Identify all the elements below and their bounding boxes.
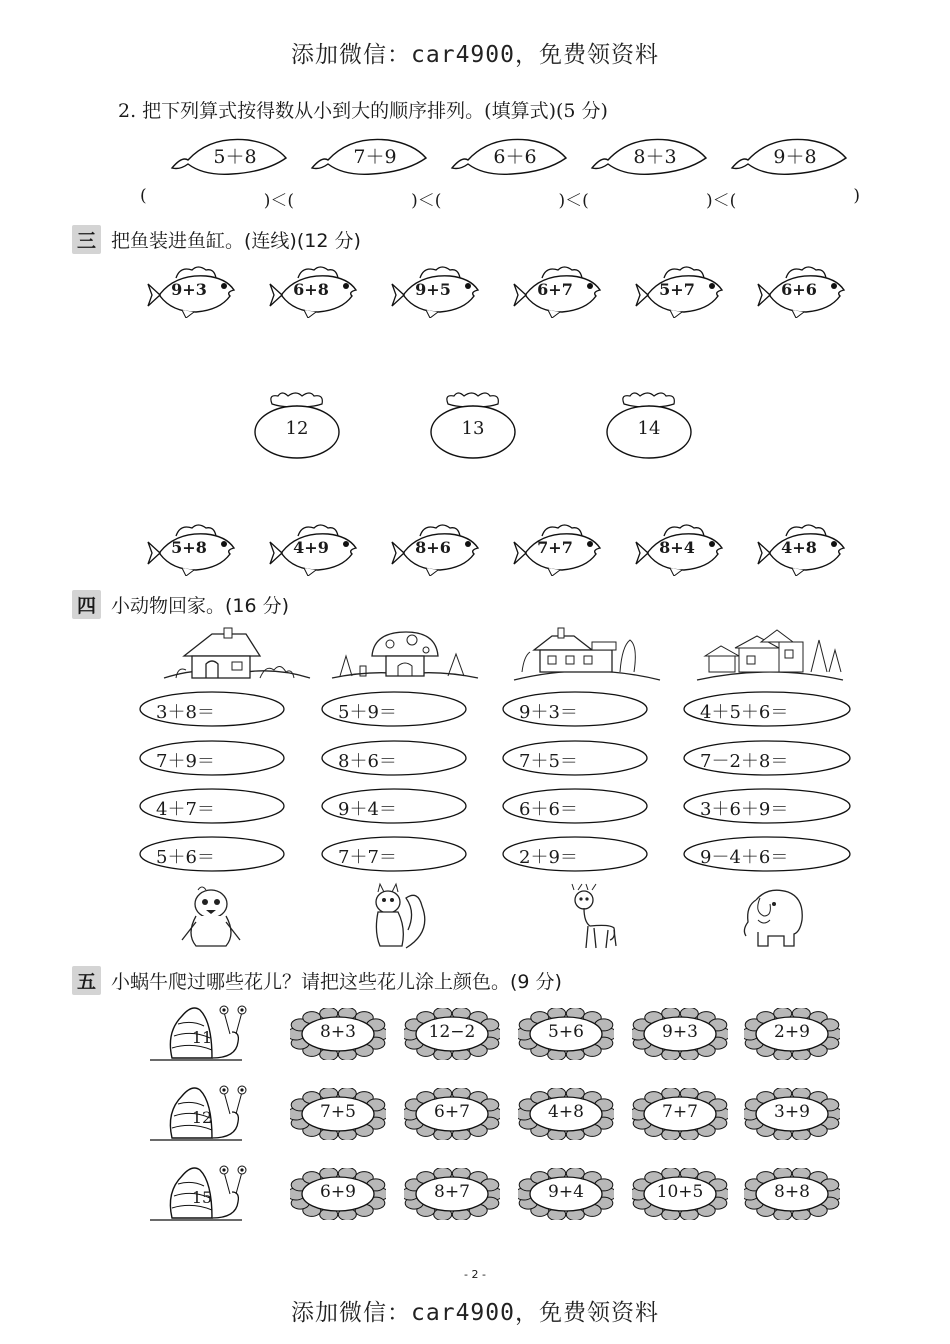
- section-number: 三: [72, 225, 101, 254]
- flower-expression: 6+7: [434, 1102, 470, 1122]
- deer-icon: [560, 882, 630, 952]
- snail: [148, 1082, 248, 1146]
- leaf-expression: 7＋9: [310, 130, 430, 180]
- equation-oval: [682, 835, 852, 873]
- fish: [634, 264, 726, 318]
- equation-text: 3＋6＋9＝: [700, 799, 789, 820]
- snail-number: 11: [191, 1028, 213, 1047]
- house-icon: [162, 626, 312, 684]
- flower[interactable]: [290, 1008, 386, 1060]
- fish-expression: 7+7: [537, 538, 573, 557]
- section-4-header: [72, 590, 289, 619]
- equation-oval: [682, 739, 852, 777]
- fish-expression: 6+7: [537, 280, 573, 299]
- flower-expression: 8+7: [434, 1182, 470, 1202]
- equation-oval: [682, 787, 852, 825]
- flower[interactable]: [518, 1088, 614, 1140]
- equation-oval: [501, 690, 649, 728]
- penguin-icon: [176, 882, 246, 952]
- equation-oval: [682, 690, 852, 728]
- flower-expression: 12−2: [428, 1022, 476, 1042]
- equation-text: 9＋3＝: [519, 702, 578, 723]
- fish: [390, 264, 482, 318]
- squirrel-icon: [362, 882, 432, 952]
- flower[interactable]: [404, 1088, 500, 1140]
- farmhouse-icon: [512, 626, 662, 684]
- flower[interactable]: [744, 1088, 840, 1140]
- snail: [148, 1162, 248, 1226]
- equation-oval: [138, 835, 286, 873]
- leaf-expression: 8＋3: [590, 130, 710, 180]
- flower[interactable]: [518, 1168, 614, 1220]
- leaf-expression: 9＋8: [730, 130, 850, 180]
- snail: [148, 1002, 248, 1066]
- leaf-expression: 6＋6: [450, 130, 570, 180]
- leaf-expression: 5＋8: [170, 130, 290, 180]
- question-2-title: 2. 把下列算式按得数从小到大的顺序排列。(填算式)(5 分): [118, 100, 608, 122]
- fish-expression: 5+8: [171, 538, 207, 557]
- jar-number: 12: [285, 418, 309, 439]
- equation-text: 7＋9＝: [156, 751, 215, 772]
- fish: [146, 264, 238, 318]
- flower[interactable]: [632, 1088, 728, 1140]
- equation-text: 7＋7＝: [338, 847, 397, 868]
- flower-expression: 2+9: [774, 1022, 810, 1042]
- flower[interactable]: [404, 1008, 500, 1060]
- equation-text: 7－2＋8＝: [700, 751, 789, 772]
- fish: [268, 522, 360, 576]
- page-number: - 2 -: [464, 1268, 486, 1281]
- fish-expression: 9+3: [171, 280, 207, 299]
- equation-text: 5＋6＝: [156, 847, 215, 868]
- section-3-header: [72, 225, 361, 254]
- section-title: 小蜗牛爬过哪些花儿？请把这些花儿涂上颜色。(9 分): [111, 971, 562, 993]
- fish-jar: [604, 390, 694, 460]
- flower-expression: 3+9: [774, 1102, 810, 1122]
- equation-oval: [320, 835, 468, 873]
- equation-text: 5＋9＝: [338, 702, 397, 723]
- equation-oval: [501, 739, 649, 777]
- equation-oval: [138, 690, 286, 728]
- fish-expression: 4+9: [293, 538, 329, 557]
- blank-lt: )＜(: [263, 191, 295, 211]
- equation-text: 8＋6＝: [338, 751, 397, 772]
- fish: [268, 264, 360, 318]
- equation-oval: [320, 739, 468, 777]
- blank-lt: )＜(: [411, 191, 442, 211]
- flower-expression: 8+3: [320, 1022, 356, 1042]
- jar-number: 14: [637, 418, 661, 439]
- flower[interactable]: [632, 1008, 728, 1060]
- flower-expression: 8+8: [774, 1182, 810, 1202]
- equation-text: 9＋4＝: [338, 799, 397, 820]
- equation-oval: [320, 690, 468, 728]
- fish: [512, 264, 604, 318]
- jar-number: 13: [461, 418, 485, 439]
- fish-jar: [252, 390, 342, 460]
- flower[interactable]: [404, 1168, 500, 1220]
- equation-text: 2＋9＝: [519, 847, 578, 868]
- equation-oval: [138, 739, 286, 777]
- flower-expression: 7+7: [662, 1102, 698, 1122]
- village-house-icon: [695, 626, 845, 684]
- blank-close: ): [853, 186, 860, 206]
- fish-expression: 6+8: [293, 280, 329, 299]
- fish-expression: 5+7: [659, 280, 695, 299]
- watermark-top: 添加微信：car4900，免费领资料: [291, 42, 659, 68]
- equation-text: 9－4＋6＝: [700, 847, 789, 868]
- blank-open: (: [140, 186, 147, 206]
- equation-text: 4＋5＋6＝: [700, 702, 789, 723]
- section-title: 把鱼装进鱼缸。(连线)(12 分): [111, 230, 361, 252]
- equation-oval: [501, 835, 649, 873]
- flower[interactable]: [290, 1088, 386, 1140]
- elephant-icon: [738, 882, 808, 952]
- section-5-header: [72, 966, 562, 995]
- flower[interactable]: [744, 1168, 840, 1220]
- equation-oval: [320, 787, 468, 825]
- equation-text: 7＋5＝: [519, 751, 578, 772]
- fish: [390, 522, 482, 576]
- order-blanks: [140, 186, 860, 211]
- flower[interactable]: [744, 1008, 840, 1060]
- flower-expression: 9+4: [548, 1182, 584, 1202]
- fish-expression: 9+5: [415, 280, 451, 299]
- fish: [634, 522, 726, 576]
- fish-jar: [428, 390, 518, 460]
- flower[interactable]: [518, 1008, 614, 1060]
- watermark-bottom: 添加微信：car4900，免费领资料: [291, 1300, 659, 1326]
- flower-expression: 10+5: [656, 1182, 704, 1202]
- equation-text: 3＋8＝: [156, 702, 215, 723]
- fish-expression: 4+8: [781, 538, 817, 557]
- section-title: 小动物回家。(16 分): [111, 595, 290, 617]
- snail-number: 15: [191, 1188, 213, 1207]
- blank-lt: )＜(: [558, 191, 589, 211]
- equation-oval: [501, 787, 649, 825]
- fish-expression: 8+4: [659, 538, 695, 557]
- section-number: 四: [72, 590, 101, 619]
- flower-expression: 9+3: [662, 1022, 698, 1042]
- flower-expression: 6+9: [320, 1182, 356, 1202]
- equation-oval: [138, 787, 286, 825]
- blank-lt: )＜(: [705, 191, 737, 211]
- equation-text: 4＋7＝: [156, 799, 215, 820]
- mushroom-house-icon: [330, 626, 480, 684]
- flower-expression: 7+5: [320, 1102, 356, 1122]
- fish: [512, 522, 604, 576]
- fish-expression: 6+6: [781, 280, 817, 299]
- flower[interactable]: [632, 1168, 728, 1220]
- flower-expression: 4+8: [548, 1102, 584, 1122]
- flower[interactable]: [290, 1168, 386, 1220]
- fish-expression: 8+6: [415, 538, 451, 557]
- snail-number: 12: [191, 1108, 213, 1127]
- section-number: 五: [72, 966, 101, 995]
- fish: [146, 522, 238, 576]
- equation-text: 6＋6＝: [519, 799, 578, 820]
- fish: [756, 264, 848, 318]
- flower-expression: 5+6: [548, 1022, 584, 1042]
- fish: [756, 522, 848, 576]
